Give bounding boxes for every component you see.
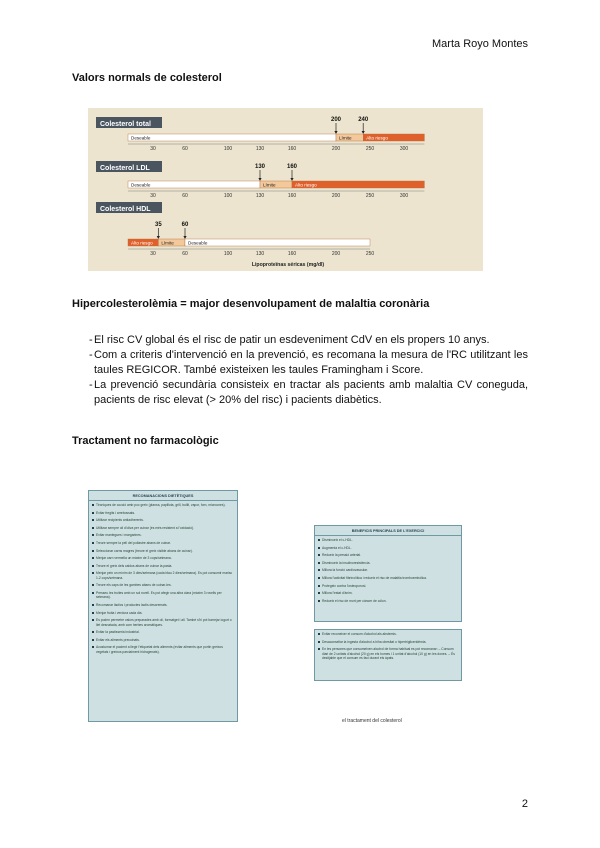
bar-segment: [128, 134, 336, 141]
x-axis-label: Lipoproteïnas séricas (mg/dl): [251, 262, 325, 268]
page-number: 2: [521, 798, 528, 810]
tick-label: 130: [255, 146, 265, 152]
diet-item: Presseu les truites amb un sol rovell. Es pot afegir una altra clara (màxim 3 rovells per setmana).: [92, 591, 234, 600]
segment-label: Alto riesgo: [366, 135, 388, 141]
cholesterol-chart-svg: [88, 108, 483, 271]
diet-item: Evitar els aliments precuinats.: [92, 638, 234, 642]
tick-label: 30: [150, 146, 156, 152]
tick-label: 60: [182, 146, 188, 152]
tick-label: 130: [255, 251, 265, 257]
segment-label: Límite: [263, 182, 276, 188]
segment-label: Deseable: [131, 182, 151, 188]
segment-label: Deseable: [131, 135, 151, 141]
exercise-item: Disminueix la insulinoresistència.: [318, 561, 458, 565]
exercise-benefits-table: [314, 525, 462, 622]
tick-label: 30: [150, 251, 156, 257]
diet-item: Tècniques de cocció amb poc greix (planxa, papillota, grill, bullit, vapor, forn, microones).: [92, 503, 234, 507]
diet-item: Recomanar làctics i productes lactis descremats.: [92, 603, 234, 607]
tick-label: 160: [287, 251, 297, 257]
diet-item: Acostumar el pacient a llegir l'etiquetat dels aliments (evitar aliments que portin greixos vegetals i greixos parcialment hidrogenats).: [92, 645, 234, 654]
diet-item: Evitar fregits i arrebossats.: [92, 511, 234, 515]
alcohol-list: [315, 630, 461, 666]
bar-segment: [185, 239, 370, 246]
tick-label: 300: [399, 193, 409, 199]
marker-arrow: [290, 178, 293, 181]
section-title-tractament: Tractament no farmacològic: [72, 435, 219, 447]
diet-item: Treure el greix dels caldos abans de cuinar la pasta.: [92, 564, 234, 568]
exercise-item: Redueix la pressió arterial.: [318, 553, 458, 557]
tick-label: 60: [182, 251, 188, 257]
marker-value: 60: [181, 222, 189, 228]
tables-caption: el tractament del colesterol: [342, 718, 402, 724]
bullet-item: - El risc CV global és el risc de patir un esdeveniment CdV en els propers 10 anys.: [72, 333, 528, 348]
exercise-item: Millora l'activitat fibrinolítica i redueix el risc de malaltia tromboembòlica.: [318, 576, 458, 580]
marker-value: 130: [254, 164, 266, 170]
marker-value: 200: [330, 117, 342, 123]
tick-label: 200: [331, 251, 341, 257]
segment-label: Límite: [161, 240, 174, 246]
tick-label: 130: [255, 193, 265, 199]
bullet-item: - La prevenció secundària consisteix en tractar als pacients amb malaltia CV coneguda, pacients de risc elevat (> 20% del risc) i pacients diabètics.: [72, 378, 528, 408]
series-label: Colesterol total: [100, 121, 151, 128]
diet-list: [89, 501, 237, 659]
tick-label: 160: [287, 146, 297, 152]
diet-item: Menjar fruita i verdura cada dia.: [92, 611, 234, 615]
segment-label: Alto riesgo: [131, 240, 153, 246]
risk-bullet-list: [72, 333, 528, 408]
segment-label: Deseable: [188, 240, 208, 246]
series-label: Colesterol HDL: [100, 206, 151, 213]
tick-label: 300: [399, 146, 409, 152]
section-title-valors: Valors normals de colesterol: [72, 72, 222, 84]
tick-label: 30: [150, 193, 156, 199]
exercise-item: Redueix el risc de mort per càncer de còlon.: [318, 599, 458, 603]
bullet-item: - Com a criteris d'intervenció en la prevenció, es recomana la mesura de l'RC utilitzant les taules REGICOR. També existeixen les taules Framingham i Score.: [72, 348, 528, 378]
tick-label: 200: [331, 146, 341, 152]
diet-item: Evitar mantegues i margarines.: [92, 533, 234, 537]
diet-item: Es poden permetre valors preparades amb oli, formatget i all. També s'hi pot barrejar iogurt o llet desnatada, amb com herbes aromàtiques.: [92, 618, 234, 627]
tick-label: 250: [365, 251, 375, 257]
author-name: Marta Royo Montes: [432, 38, 528, 50]
diet-item: Seleccionar carns magres (treure el greix visible abans de cuinar).: [92, 549, 234, 553]
diet-item: Menjar peix un mínim de 3 dies/setmana (cada blau 2 dies/setmana). Es pot consumir marisc 1-2 cops/setmana.: [92, 571, 234, 580]
tick-label: 100: [223, 146, 233, 152]
diet-table-title: RECOMANACIONS DIETÈTIQUES: [89, 491, 237, 501]
alcohol-item: Evitar reconeixer el consum d'alcohol als abstemis.: [318, 632, 458, 636]
diet-item: Utilitzar recipients antiadherents.: [92, 518, 234, 522]
alcohol-item: Desaconsellar la ingesta d'alcohol a hiha obesitat o hipertrigliceridèmia.: [318, 640, 458, 644]
marker-arrow: [362, 131, 365, 134]
segment-label: Límite: [339, 135, 352, 141]
section-title-hiper: Hipercolesterolèmia = major desenvolupament de malaltia coronària: [72, 298, 430, 310]
exercise-item: Augmenta el c-HDL.: [318, 546, 458, 550]
diet-item: Treure els caps de les gambes abans de cuinar-les.: [92, 583, 234, 587]
diet-item: Menjar carn vermella un màxim de 3 cops/setmana.: [92, 556, 234, 560]
alcohol-table: [314, 629, 462, 681]
tick-label: 250: [365, 146, 375, 152]
marker-arrow: [157, 236, 160, 239]
marker-arrow: [183, 236, 186, 239]
cholesterol-chart: [88, 108, 483, 271]
tick-label: 250: [365, 193, 375, 199]
alcohol-item: En les persones que consumeixen alcohol de forma habitual es pot recomanar: – Consum diari de 2 unitats d'alcohol (20 g) en els homes i 1 unitat d'alcohol (10 g) en les dones. – És desitjable que el consum es faci durant els àpats.: [318, 647, 458, 660]
exercise-table-title: BENEFICIS PRINCIPALS DE L'EXERCICI: [315, 526, 461, 536]
tick-label: 60: [182, 193, 188, 199]
segment-label: Alto riesgo: [295, 182, 317, 188]
diet-item: Treure sempre la pell del pollastre abans de cuinar.: [92, 541, 234, 545]
tick-label: 160: [287, 193, 297, 199]
diet-item: Evitar la pastisseria industrial.: [92, 630, 234, 634]
diet-recommendations-table: [88, 490, 238, 722]
exercise-item: Millora la funció cardiovascular.: [318, 568, 458, 572]
tick-label: 100: [223, 251, 233, 257]
exercise-item: Protegeix contra l'osteoporosi.: [318, 584, 458, 588]
tick-label: 100: [223, 193, 233, 199]
marker-value: 160: [286, 164, 298, 170]
series-label: Colesterol LDL: [100, 165, 150, 172]
marker-arrow: [258, 178, 261, 181]
marker-value: 240: [358, 117, 369, 123]
exercise-item: Millora l'estat d'ànim.: [318, 591, 458, 595]
diet-item: Utilitzar sempre oli d'oliva per cuinar (és més resistent a l'oxidació).: [92, 526, 234, 530]
marker-arrow: [334, 131, 337, 134]
exercise-item: Disminueix el c-HDL.: [318, 538, 458, 542]
marker-value: 35: [154, 222, 162, 228]
tick-label: 200: [331, 193, 341, 199]
exercise-list: [315, 536, 461, 608]
